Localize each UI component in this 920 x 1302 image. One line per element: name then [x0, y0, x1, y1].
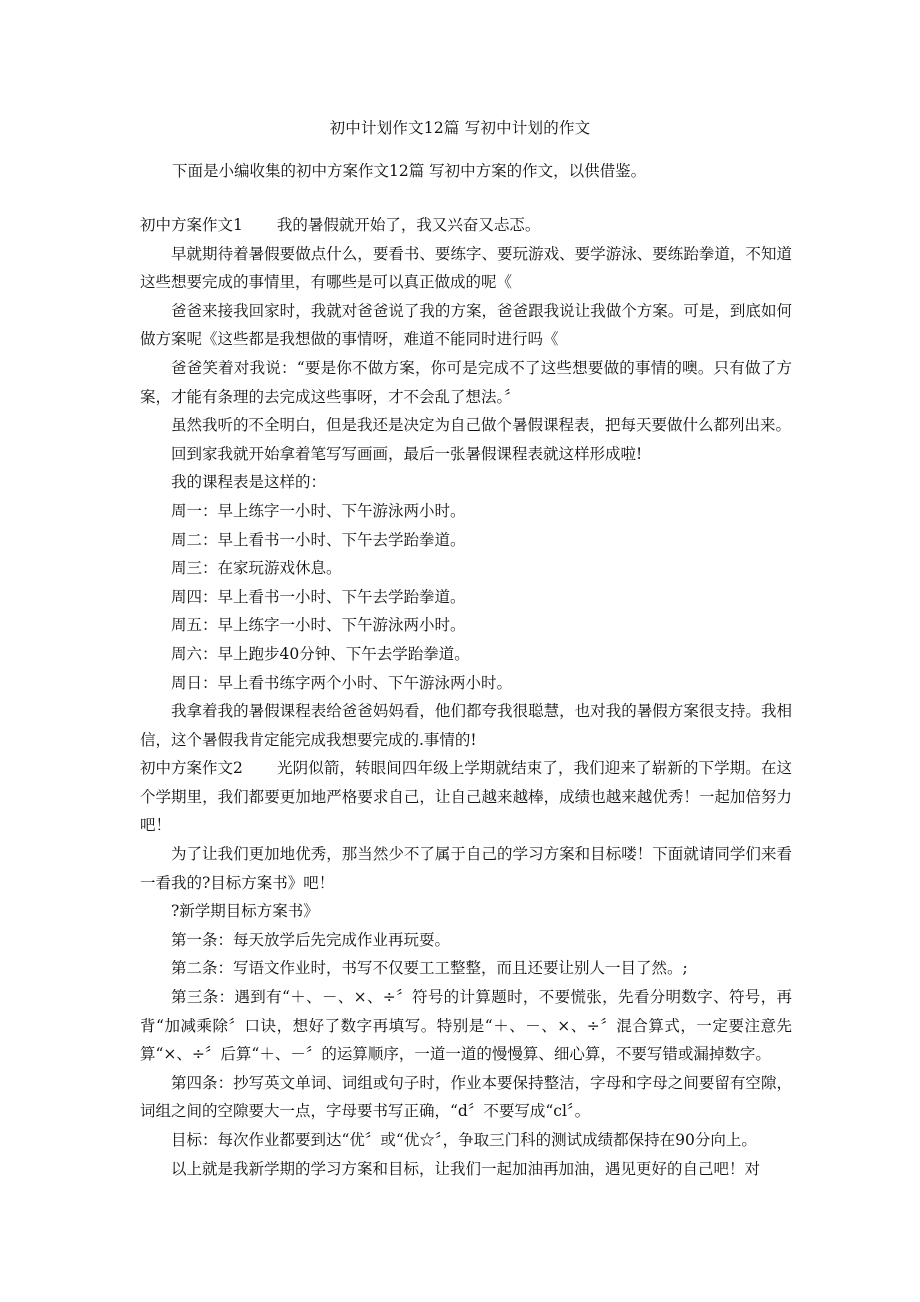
- document-body: [140, 211, 792, 1183]
- paragraph: 爸爸笑着对我说：“要是你不做方案，你可是完成不了这些想要做的事情的噢。只有做了方案，才能有条理的去完成这些事呀，才不会乱了想法。〞: [140, 358, 792, 406]
- schedule-item: 周一：早上练字一小时、下午游泳两小时。: [171, 501, 466, 520]
- paragraph: 虽然我听的不全明白，但是我还是决定为自己做个暑假课程表，把每天要做什么都列出来。: [171, 416, 792, 435]
- schedule-item: 周三：在家玩游戏休息。: [171, 559, 342, 578]
- section-2-opening: 光阴似箭，转眼间四年级上学期就结束了，我们迎来了崭新的下学期。在这个学期里，我们都要更加地严格要求自己，让自己越来越棒，成绩也越来越优秀！一起加倍努力吧！: [140, 759, 792, 835]
- schedule-item: 周四：早上看书一小时、下午去学跆拳道。: [171, 587, 466, 606]
- schedule-item: 周六：早上跑步40分钟、下午去学跆拳道。: [171, 644, 470, 663]
- paragraph: 回到家我就开始拿着笔写写画画，最后一张暑假课程表就这样形成啦!: [171, 444, 643, 463]
- section-2-first-paragraph: [140, 754, 792, 840]
- section-1-label: 初中方案作文1: [140, 216, 243, 234]
- goal-paragraph: 目标：每次作业都要到达“优〞或“优☆〞，争取三门科的测试成绩都保持在90分向上。: [171, 1131, 757, 1149]
- paragraph: 爸爸来接我回家时，我就对爸爸说了我的方案，爸爸跟我说让我做个方案。可是，到底如何做方案呢《这些都是我想做的事情呀，难道不能同时进行吗《: [140, 301, 792, 349]
- paragraph: 我拿着我的暑假课程表给爸爸妈妈看，他们都夸我很聪慧，也对我的暑假方案很支持。我相信，这个暑假我肯定能完成我想要完成的.事情的!: [140, 702, 792, 749]
- rule-item: 第三条：遇到有“＋、－、×、÷〞符号的计算题时，不要慌张，先看分明数字、符号，再背“加减乘除〞口诀，想好了数字再填写。特别是“＋、－、×、÷〞混合算式，一定要注意先算“×、÷〞后算“＋、－〞的运算顺序，一道一道的慢慢算、细心算，不要写错或漏掉数字。: [140, 988, 792, 1064]
- paragraph: 以上就是我新学期的学习方案和目标，让我们一起加油再加油，遇见更好的自己吧！对: [171, 1159, 761, 1178]
- paragraph: 早就期待着暑假要做点什么，要看书、要练字、要玩游戏、要学游泳、要练跆拳道，不知道这些想要完成的事情里，有哪些是可以真正做成的呢《: [140, 244, 792, 292]
- paragraph: ?新学期目标方案书》: [171, 902, 319, 921]
- document-title: 初中计划作文12篇 写初中计划的作文: [329, 119, 591, 137]
- section-1-opening: 我的暑假就开始了，我又兴奋又忐忑。: [276, 216, 541, 234]
- paragraph: 我的课程表是这样的：: [171, 473, 327, 492]
- rule-item: 第一条：每天放学后先完成作业再玩耍。: [171, 930, 451, 949]
- schedule-item: 周五：早上练字一小时、下午游泳两小时。: [171, 616, 466, 635]
- rule-item: 第二条：写语文作业时，书写不仅要工工整整，而且还要让别人一目了然。;: [171, 959, 688, 978]
- schedule-item: 周二：早上看书一小时、下午去学跆拳道。: [171, 530, 466, 549]
- section-2-label: 初中方案作文2: [140, 759, 243, 778]
- section-1-first-line: [140, 211, 792, 240]
- rule-item: 第四条：抄写英文单词、词组或句子时，作业本要保持整洁，字母和字母之间要留有空隙，词组之间的空隙要大一点，字母要书写正确，“d〞不要写成“cl〞。: [140, 1073, 792, 1121]
- schedule-item: 周日：早上看书练字两个小时、下午游泳两小时。: [171, 673, 513, 692]
- intro-paragraph: 下面是小编收集的初中方案作文12篇 写初中方案的作文，以供借鉴。: [172, 162, 647, 180]
- paragraph: 为了让我们更加地优秀，那当然少不了属于自己的学习方案和目标喽！下面就请同学们来看一看我的?目标方案书》吧！: [140, 845, 792, 892]
